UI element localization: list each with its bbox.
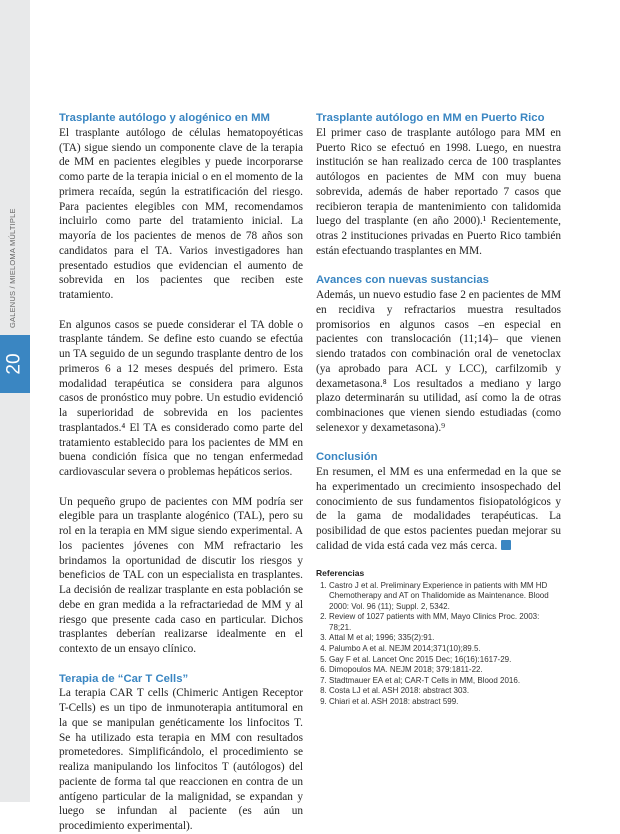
right-column (316, 111, 561, 708)
conclusion-paragraph (316, 465, 561, 554)
references-list (316, 581, 561, 708)
section-title-puerto-rico: Trasplante autólogo en MM en Puerto Rico (316, 112, 545, 124)
reference-item: 9. Chiari et al. ASH 2018: abstract 599. (329, 697, 561, 708)
paragraph: Un pequeño grupo de pacientes con MM podría ser elegible para un trasplante alogénico (TAL), pero su rol en la terapia en MM sigue siendo experimental. A los pacientes jóvenes con MM refractario les brindamos la oportunidad de discutir los riesgos y beneficios de TAL con un especialista en trasplantes. La decisión de realizar trasplante en esta población se debe en gran medida a la refractariedad de MM y al riesgo que presente cada caso en particular. Dichos trasplantes deberían realizarse idealmente en el contexto de un ensayo clínico. (59, 495, 303, 655)
page-number: 20 (3, 353, 25, 375)
references-title: Referencias (316, 567, 365, 578)
section-title-conclusion: Conclusión (316, 451, 378, 464)
paragraph: El trasplante autólogo de células hematopoyéticas (TA) sigue siendo un componente clave de la terapia de MM en pacientes elegibles y puede incorporarse como parte de la terapia inicial o en el momento de la primera recaída, según la estratificación del riesgo. Para pacientes elegibles con MM, recomendamos incluirlo como parte del tratamiento inicial. La mayoría de los pacientes de menos de 78 años son candidatos para el TA. Varios investigadores han presentado estudios que evidencian el aumento de sobrevida en los pacientes que reciben este tratamiento. (59, 126, 303, 301)
section-title-car-t: Terapia de “Car T Cells” (59, 672, 189, 685)
reference-item: 7. Stadtmauer EA et al; CAR-T Cells in MM, Blood 2016. (329, 676, 561, 687)
reference-item: 6. Dimopoulos MA. NEJM 2018; 379:1811-22. (329, 665, 561, 676)
page-number-badge (0, 335, 30, 393)
paragraph-text: En resumen, el MM es una enfermedad en la que se ha experimentado un crecimiento insospechado del conocimiento de sus fundamentos fisiopatológicos y de la gama de modalidades terapéuticas. La posibilidad de que estos pacientes puedan mejorar su calidad de vida está cada vez más cerca. (316, 466, 561, 552)
left-column (59, 111, 303, 834)
paragraph: El primer caso de trasplante autólogo para MM en Puerto Rico se efectuó en 1998. Luego, en nuestra institución se han realizado cerca de 100 trasplantes autólogos en pacientes de MM con muy buena sobrevida, además de haber reportado 7 casos que recibieron terapia de mantenimiento con talidomida luego del trasplante (en año 2000).¹ Recientemente, otras 2 instituciones privadas en Puerto Rico también están efectuando trasplantes en MM. (316, 126, 561, 257)
reference-item: 5. Gay F et al. Lancet Onc 2015 Dec; 16(16):1617-29. (329, 655, 561, 666)
paragraph: La terapia CAR T cells (Chimeric Antigen Receptor T-Cells) es un tipo de inmunoterapia antitumoral en la que se manipulan genéticamente los linfocitos T. Se ha utilizado esta terapia en MM con resultados prometedores. Simplificándolo, el procedimiento se realiza manipulando los linfocitos T (autólogos) del paciente de forma tal que reaccionen en contra de un antígeno particular de la malignidad, se expandan y luego se infundan al paciente (es aún un procedimiento experimental). (59, 687, 303, 832)
running-head: GALENUS / MIELOMA MÚLTIPLE (8, 208, 17, 328)
section-title-autologous-allogeneic: Trasplante autólogo y alogénico en MM (59, 112, 270, 124)
paragraph: Además, un nuevo estudio fase 2 en pacientes de MM en recidiva y refractarios muestra resultados promisorios en algunos casos –en especial en pacientes con translocación (11;14)– que vienen siendo tratados con combinación oral de venetoclax (ya aprobado para ACL y LCC), carfilzomib y dexametasona.⁸ Los resultados a mediano y largo plazo determinarán su utilidad, así como la de otras combinaciones que vienen siendo estudiadas (como selenexor y dexametasona).⁹ (316, 289, 561, 434)
reference-item: 1. Castro J et al. Preliminary Experience in patients with MM HD Chemotherapy and AT on Thalidomide as Maintenance. Blood 2000: Vol. 96 (11); Suppl. 2, 5342. (329, 581, 561, 613)
end-mark-icon (501, 540, 511, 550)
reference-item: 2. Review of 1027 patients with MM, Mayo Clinics Proc. 2003: 78;21. (329, 612, 561, 633)
reference-item: 3. Attal M et al; 1996; 335(2):91. (329, 633, 561, 644)
paragraph: En algunos casos se puede considerar el TA doble o trasplante tándem. Se define esto cuando se efectúa un TA seguido de un segundo trasplante dentro de los primeros 6 a 12 meses después del primero. Esta modalidad terapéutica se considera para algunos casos de pronóstico muy pobre. Un estudio evidenció la superioridad de sobrevida en los pacientes trasplantados.⁴ El TA es considerado como parte del tratamiento establecido para los pacientes de MM en buena condición física que no tengan enfermedad cardiovascular severa o problemas hepáticos serios. (59, 318, 303, 478)
sidebar-strip (0, 0, 30, 802)
reference-item: 4. Palumbo A et al. NEJM 2014;371(10);89.5. (329, 644, 561, 655)
reference-item: 8. Costa LJ et al. ASH 2018: abstract 303. (329, 686, 561, 697)
section-title-new-substances: Avances con nuevas sustancias (316, 274, 489, 287)
